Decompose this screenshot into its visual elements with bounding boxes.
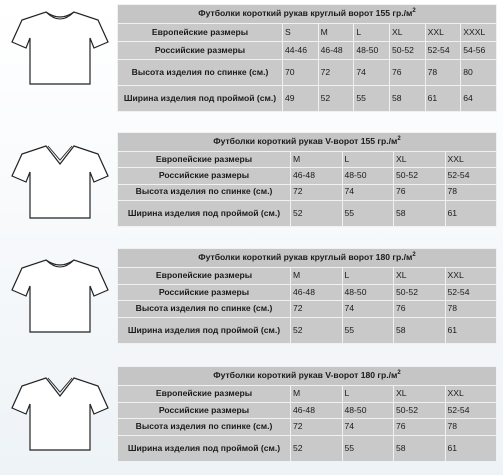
table-row xyxy=(118,201,497,227)
cell: 50-52 xyxy=(389,42,425,60)
cell: 52 xyxy=(291,436,343,462)
table-row xyxy=(118,284,497,301)
table-title: Футболки короткий рукав круглый ворот 155 $гр./м^2$ xyxy=(118,5,497,24)
tshirt-round-neck-icon xyxy=(10,254,110,336)
cell: 58 xyxy=(394,318,446,344)
cell: 50-52 xyxy=(394,402,446,419)
cell: 61 xyxy=(425,86,461,112)
cell: 52-54 xyxy=(445,284,497,301)
cell: XL xyxy=(389,24,425,42)
cell: 74 xyxy=(342,419,394,436)
cell: M xyxy=(318,24,354,42)
cell: 78 xyxy=(445,301,497,318)
table-row xyxy=(118,42,497,60)
row-label: Российские размеры xyxy=(118,42,283,60)
table-row xyxy=(118,86,497,112)
cell: 76 xyxy=(394,301,446,318)
table-row xyxy=(118,301,497,318)
row-label: Ширина изделия под проймой (см.) xyxy=(118,86,283,112)
table-row xyxy=(118,184,497,200)
tshirt-v-neck-icon xyxy=(10,140,110,222)
cell: L xyxy=(342,152,394,168)
table-row xyxy=(118,152,497,168)
cell: 72 xyxy=(291,419,343,436)
tshirt-v-neck-icon xyxy=(10,372,110,454)
table-row xyxy=(118,268,497,285)
cell: 52-54 xyxy=(445,402,497,419)
row-label: Европейские размеры xyxy=(118,268,291,285)
cell: 70 xyxy=(283,60,319,86)
cell: 61 xyxy=(445,436,497,462)
cell: 48-50 xyxy=(342,402,394,419)
cell: 54-56 xyxy=(461,42,497,60)
tshirt-round-neck-icon xyxy=(10,6,110,88)
row-label: Ширина изделия под проймой (см.) xyxy=(118,201,291,227)
cell: 48-50 xyxy=(354,42,390,60)
row-label: Ширина изделия под проймой (см.) xyxy=(118,318,291,344)
cell: S xyxy=(283,24,319,42)
cell: 48-50 xyxy=(342,284,394,301)
cell: 49 xyxy=(283,86,319,112)
table-title: Футболки короткий рукав V-ворот 180 $гр./м^2$ xyxy=(118,367,497,386)
row-label: Российские размеры xyxy=(118,402,291,419)
cell: L xyxy=(354,24,390,42)
cell: 46-48 xyxy=(291,402,343,419)
cell: 64 xyxy=(461,86,497,112)
cell: 58 xyxy=(389,86,425,112)
cell: XXL xyxy=(445,268,497,285)
cell: 50-52 xyxy=(394,168,446,184)
size-table-v-155 xyxy=(117,132,497,227)
cell: 48-50 xyxy=(342,168,394,184)
cell: XXL xyxy=(445,386,497,403)
table-title: Футболки короткий рукав круглый ворот 180 $гр./м^2$ xyxy=(118,249,497,268)
cell: 52-54 xyxy=(425,42,461,60)
cell: M xyxy=(291,152,343,168)
cell: L xyxy=(342,386,394,403)
row-label: Высота изделия по спинке (см.) xyxy=(118,301,291,318)
cell: 78 xyxy=(425,60,461,86)
cell: XXL xyxy=(425,24,461,42)
cell: 76 xyxy=(389,60,425,86)
cell: 46-48 xyxy=(291,284,343,301)
cell: 52-54 xyxy=(445,168,497,184)
cell: 55 xyxy=(342,201,394,227)
table-row xyxy=(118,419,497,436)
size-table-round-155 xyxy=(117,4,497,112)
cell: 80 xyxy=(461,60,497,86)
row-label: Высота изделия по спинке (см.) xyxy=(118,184,291,200)
cell: 72 xyxy=(291,184,343,200)
table-row xyxy=(118,168,497,184)
row-label: Европейские размеры xyxy=(118,152,291,168)
cell: 44-46 xyxy=(283,42,319,60)
cell: 52 xyxy=(291,201,343,227)
cell: 55 xyxy=(342,318,394,344)
cell: 55 xyxy=(354,86,390,112)
row-label: Ширина изделия под проймой (см.) xyxy=(118,436,291,462)
cell: 46-48 xyxy=(318,42,354,60)
cell: 78 xyxy=(445,184,497,200)
cell: L xyxy=(342,268,394,285)
row-label: Российские размеры xyxy=(118,168,291,184)
row-label: Европейские размеры xyxy=(118,24,283,42)
cell: 52 xyxy=(291,318,343,344)
cell: M xyxy=(291,386,343,403)
table-row xyxy=(118,386,497,403)
row-label: Высота изделия по спинке (см.) xyxy=(118,419,291,436)
table-row xyxy=(118,402,497,419)
cell: 50-52 xyxy=(394,284,446,301)
table-row xyxy=(118,318,497,344)
cell: 55 xyxy=(342,436,394,462)
cell: XL xyxy=(394,268,446,285)
cell: 58 xyxy=(394,201,446,227)
cell: 72 xyxy=(318,60,354,86)
size-table-round-180 xyxy=(117,248,497,344)
table-row xyxy=(118,24,497,42)
cell: XL xyxy=(394,386,446,403)
table-row xyxy=(118,60,497,86)
table-title: Футболки короткий рукав V-ворот 155 $гр./м^2$ xyxy=(118,133,497,152)
cell: 61 xyxy=(445,318,497,344)
cell: 74 xyxy=(342,184,394,200)
cell: 74 xyxy=(354,60,390,86)
row-label: Европейские размеры xyxy=(118,386,291,403)
cell: M xyxy=(291,268,343,285)
cell: 61 xyxy=(445,201,497,227)
row-label: Российские размеры xyxy=(118,284,291,301)
cell: 74 xyxy=(342,301,394,318)
cell: 72 xyxy=(291,301,343,318)
cell: 78 xyxy=(445,419,497,436)
cell: 76 xyxy=(394,419,446,436)
size-table-v-180 xyxy=(117,366,497,462)
cell: XXXL xyxy=(461,24,497,42)
cell: XL xyxy=(394,152,446,168)
row-label: Высота изделия по спинке (см.) xyxy=(118,60,283,86)
cell: 76 xyxy=(394,184,446,200)
table-row xyxy=(118,436,497,462)
cell: 58 xyxy=(394,436,446,462)
cell: XXL xyxy=(445,152,497,168)
cell: 52 xyxy=(318,86,354,112)
cell: 46-48 xyxy=(291,168,343,184)
